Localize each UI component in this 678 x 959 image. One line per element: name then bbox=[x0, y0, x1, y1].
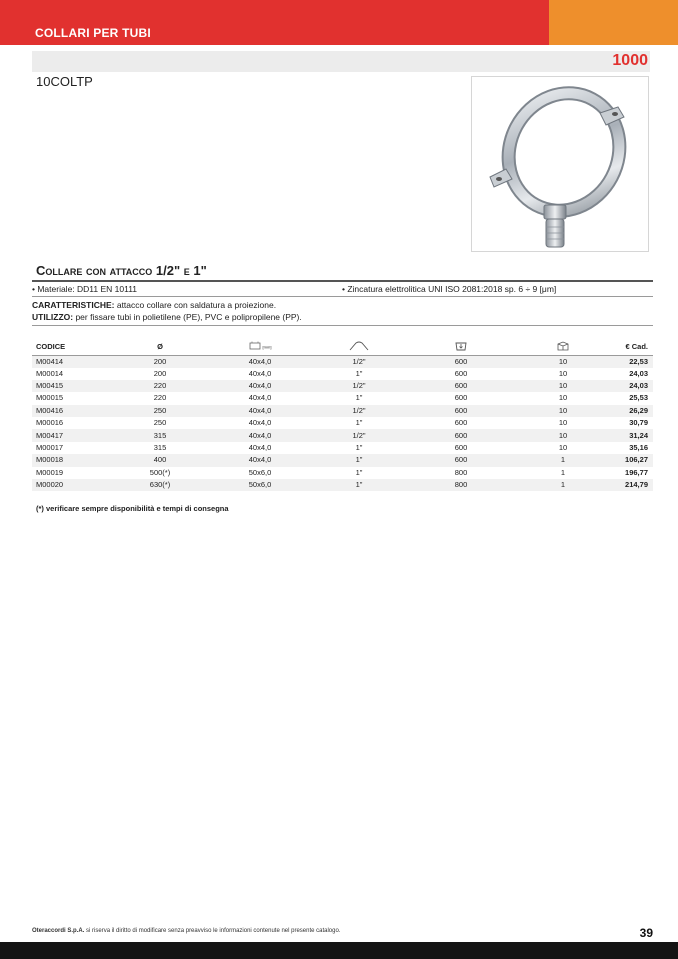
cell-pack: 1 bbox=[508, 454, 618, 466]
price-table bbox=[32, 339, 653, 491]
cell-diameter: 220 bbox=[153, 393, 167, 403]
table-row bbox=[32, 368, 653, 380]
cell-code: M00415 bbox=[32, 380, 104, 392]
footer-bar bbox=[0, 942, 678, 959]
cell-size: 40x4,0 bbox=[216, 405, 304, 417]
cell-thread: 1/2" bbox=[304, 380, 414, 392]
cell-diameter: 315 bbox=[153, 443, 167, 453]
table-row bbox=[32, 380, 653, 392]
table-row bbox=[32, 429, 653, 441]
header-price: € Cad. bbox=[618, 339, 653, 355]
table-row bbox=[32, 479, 653, 491]
cell-size: 40x4,0 bbox=[248, 443, 272, 453]
cell-size: 40x4,0 bbox=[216, 355, 304, 368]
thread-icon bbox=[349, 341, 369, 353]
usage-label: UTILIZZO: bbox=[32, 312, 74, 322]
cell-pack: 10 bbox=[508, 429, 618, 441]
cell-size: 40x4,0 bbox=[248, 368, 272, 378]
cell-code: M00016 bbox=[36, 418, 64, 428]
cell-pack: 10 bbox=[558, 368, 568, 378]
cell-code: M00416 bbox=[32, 405, 104, 417]
cell-thread: 1" bbox=[355, 467, 363, 477]
cell-price: 196,77 bbox=[625, 467, 648, 477]
availability-note: (*) verificare sempre disponibilità e tempi di consegna bbox=[36, 504, 229, 513]
cell-load: 800 bbox=[454, 467, 468, 477]
features-line bbox=[32, 300, 276, 310]
cell-size: 50x6,0 bbox=[248, 467, 272, 477]
cell-pack: 10 bbox=[558, 393, 568, 403]
cell-diameter: 250 bbox=[104, 405, 216, 417]
header-size bbox=[216, 339, 304, 355]
product-title: Collare con attacco 1/2" e 1" bbox=[36, 263, 207, 278]
table-row bbox=[32, 355, 653, 368]
table-row bbox=[32, 454, 653, 466]
cell-load: 600 bbox=[414, 454, 508, 466]
header-pack bbox=[508, 339, 618, 355]
cell-load: 800 bbox=[414, 479, 508, 491]
cell-thread: 1/2" bbox=[304, 429, 414, 441]
desc-divider bbox=[32, 325, 653, 326]
cell-price: 25,53 bbox=[629, 393, 648, 403]
header-load bbox=[414, 339, 508, 355]
section-title: COLLARI PER TUBI bbox=[35, 26, 151, 40]
cell-price: 24,03 bbox=[629, 368, 648, 378]
coating-spec: • Zincatura elettrolitica UNI ISO 2081:2018 sp. 6 ÷ 9 [μm] bbox=[342, 284, 557, 294]
cell-code: M00014 bbox=[36, 368, 64, 378]
cell-pack: 1 bbox=[508, 479, 618, 491]
cell-thread: 1/2" bbox=[304, 355, 414, 368]
cell-pack: 10 bbox=[558, 418, 568, 428]
cell-size: 40x4,0 bbox=[216, 429, 304, 441]
cell-diameter: 200 bbox=[104, 355, 216, 368]
usage-text: per fissare tubi in polietilene (PE), PVC e polipropilene (PP). bbox=[73, 312, 302, 322]
cell-price: 35,16 bbox=[629, 443, 648, 453]
table-row bbox=[32, 405, 653, 417]
cell-code: M00017 bbox=[36, 443, 64, 453]
cell-diameter: 200 bbox=[153, 368, 167, 378]
cell-code: M00018 bbox=[32, 454, 104, 466]
cell-size: 50x6,0 bbox=[216, 479, 304, 491]
cell-diameter: 315 bbox=[104, 429, 216, 441]
cell-thread: 1/2" bbox=[304, 405, 414, 417]
table-row bbox=[32, 442, 653, 454]
cell-price: 24,03 bbox=[618, 380, 653, 392]
size-unit: [mm] bbox=[262, 344, 272, 350]
title-divider bbox=[32, 280, 653, 282]
band-size-icon bbox=[249, 341, 263, 352]
table-header-row bbox=[32, 339, 653, 355]
load-weight-icon bbox=[454, 340, 468, 353]
cell-size: 40x4,0 bbox=[216, 454, 304, 466]
cell-load: 600 bbox=[414, 405, 508, 417]
header-bar bbox=[0, 0, 678, 45]
page-code: 1000 bbox=[612, 52, 648, 69]
footer-disclaimer-text: si riserva il diritto di modificare senza preavviso le informazioni contenute nel presente catalogo. bbox=[84, 928, 341, 934]
cell-load: 600 bbox=[454, 443, 468, 453]
cell-size: 40x4,0 bbox=[248, 393, 272, 403]
table-row bbox=[32, 417, 653, 429]
cell-load: 600 bbox=[414, 380, 508, 392]
package-box-icon bbox=[555, 340, 571, 353]
cell-pack: 1 bbox=[560, 467, 566, 477]
cell-code: M00414 bbox=[32, 355, 104, 368]
cell-load: 600 bbox=[414, 355, 508, 368]
cell-price: 26,29 bbox=[618, 405, 653, 417]
header-thread bbox=[304, 339, 414, 355]
cell-load: 600 bbox=[454, 418, 468, 428]
page-number: 39 bbox=[639, 926, 653, 940]
cell-diameter: 250 bbox=[153, 418, 167, 428]
footer-disclaimer bbox=[32, 928, 341, 934]
header-orange-band bbox=[549, 0, 678, 45]
cell-thread: 1" bbox=[355, 418, 363, 428]
pipe-clamp-illustration bbox=[472, 77, 648, 251]
features-label: CARATTERISTICHE: bbox=[32, 300, 115, 310]
product-code: 10COLTP bbox=[36, 74, 93, 89]
usage-line bbox=[32, 312, 302, 322]
cell-pack: 10 bbox=[508, 355, 618, 368]
cell-diameter: 400 bbox=[104, 454, 216, 466]
cell-pack: 10 bbox=[508, 405, 618, 417]
cell-thread: 1" bbox=[304, 454, 414, 466]
cell-price: 30,79 bbox=[629, 418, 648, 428]
cell-thread: 1" bbox=[304, 479, 414, 491]
cell-code: M00020 bbox=[32, 479, 104, 491]
table-row bbox=[32, 392, 653, 404]
code-band bbox=[32, 51, 650, 72]
cell-diameter: 500(*) bbox=[149, 467, 171, 477]
cell-code: M00019 bbox=[36, 467, 64, 477]
cell-price: 214,79 bbox=[618, 479, 653, 491]
product-image bbox=[471, 76, 649, 252]
cell-diameter: 630(*) bbox=[104, 479, 216, 491]
cell-thread: 1" bbox=[355, 368, 363, 378]
cell-code: M00417 bbox=[32, 429, 104, 441]
footer-company: Oteraccordi S.p.A. bbox=[32, 928, 85, 934]
material-spec: • Materiale: DD11 EN 10111 bbox=[32, 284, 138, 294]
cell-price: 22,53 bbox=[618, 355, 653, 368]
cell-load: 600 bbox=[414, 429, 508, 441]
cell-size: 40x4,0 bbox=[248, 418, 272, 428]
cell-load: 600 bbox=[454, 368, 468, 378]
features-text: attacco collare con saldatura a proiezione. bbox=[114, 300, 277, 310]
cell-code: M00015 bbox=[36, 393, 64, 403]
table-row bbox=[32, 467, 653, 479]
header-diameter: Ø bbox=[104, 339, 216, 355]
table-body bbox=[32, 355, 653, 491]
spec-divider bbox=[32, 296, 653, 297]
cell-thread: 1" bbox=[355, 393, 363, 403]
cell-price: 106,27 bbox=[618, 454, 653, 466]
cell-pack: 10 bbox=[508, 380, 618, 392]
cell-thread: 1" bbox=[355, 443, 363, 453]
header-code: CODICE bbox=[32, 339, 104, 355]
cell-price: 31,24 bbox=[618, 429, 653, 441]
cell-pack: 10 bbox=[558, 443, 568, 453]
cell-diameter: 220 bbox=[104, 380, 216, 392]
cell-load: 600 bbox=[454, 393, 468, 403]
cell-size: 40x4,0 bbox=[216, 380, 304, 392]
